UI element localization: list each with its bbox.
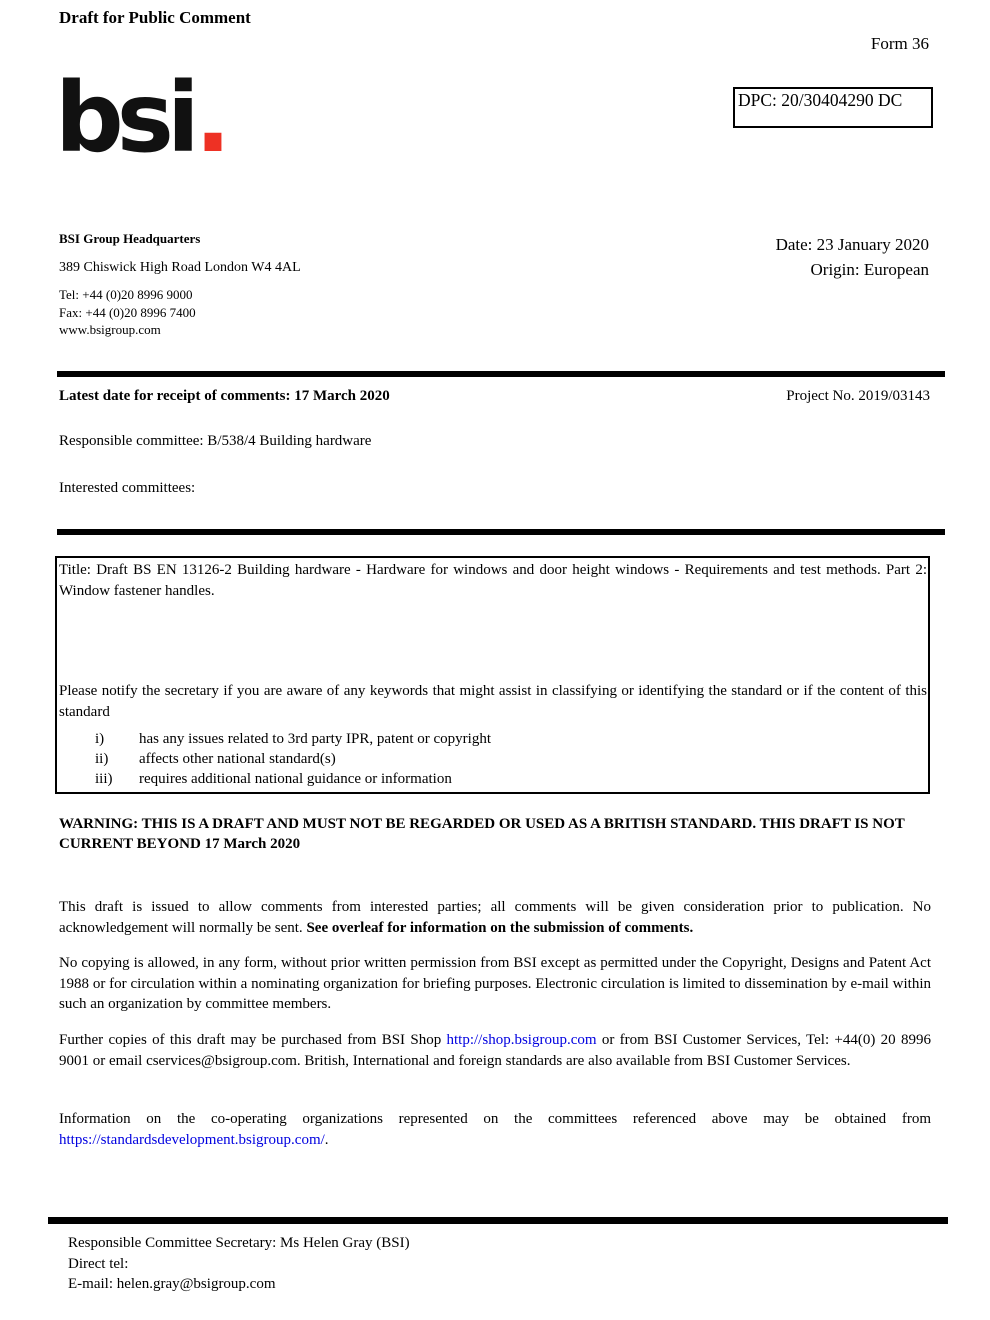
see-overleaf-bold-text: See overleaf for information on the submission of comments.: [306, 919, 694, 936]
list-item-numeral: ii): [95, 751, 109, 767]
secretary-direct-tel-line: Direct tel:: [68, 1255, 129, 1272]
further-copies-paragraph: [59, 1030, 931, 1071]
committee-secretary-block: [68, 1233, 410, 1295]
no-copying-paragraph: No copying is allowed, in any form, without prior written permission from BSI except as permitted under the Copyright, Designs and Patent Act 1988 or for circulation within a nominating organization for briefing purposes. Electronic circulation is limited to dissemination by e-mail within such an organization by committee members.: [59, 955, 931, 1012]
draft-for-public-comment-heading: Draft for Public Comment: [59, 8, 251, 27]
headquarters-street: 389 Chiswick High Road London W4 4AL: [59, 260, 301, 275]
list-item-text: requires additional national guidance or information: [139, 771, 452, 787]
date-origin-block: [776, 232, 929, 282]
project-number: Project No. 2019/03143: [786, 388, 930, 404]
bsi-logo: [55, 62, 232, 174]
form-number-label: Form 36: [870, 34, 929, 53]
bsi-logo-text: bsi: [55, 62, 193, 174]
headquarters-title: BSI Group Headquarters: [59, 231, 201, 246]
keywords-criteria-list: [57, 729, 928, 789]
bsi-shop-link[interactable]: http://shop.bsigroup.com: [446, 1032, 597, 1048]
list-item-numeral: i): [95, 731, 105, 747]
headquarters-address-block: [59, 231, 301, 339]
standard-title: Title: Draft BS EN 13126-2 Building hardware - Hardware for windows and door height windows - Requirements and test methods. Part 2: Window fastener handles.: [59, 562, 927, 599]
standards-development-link[interactable]: https://standardsdevelopment.bsigroup.com/: [59, 1131, 325, 1148]
headquarters-tel: Tel: +44 (0)20 8996 9000: [59, 287, 193, 302]
headquarters-website: www.bsigroup.com: [59, 322, 161, 337]
list-item-text: affects other national standard(s): [139, 751, 336, 767]
horizontal-rule-top: [57, 371, 945, 377]
comments-deadline-row: [59, 388, 930, 405]
keywords-notify-text: Please notify the secretary if you are aware of any keywords that might assist in classifying or identifying the standard or if the content of this standard: [59, 683, 927, 720]
headquarters-fax: Fax: +44 (0)20 8996 7400: [59, 304, 196, 320]
dpc-number-value: DPC: 20/30404290 DC: [738, 90, 903, 110]
list-item-numeral: iii): [95, 771, 113, 787]
cooperating-organizations-period: .: [324, 1131, 329, 1148]
list-item: [57, 769, 928, 789]
interested-committees-line: Interested committees:: [59, 480, 196, 496]
further-copies-text-cont: or from BSI Customer Services, Tel: +44(0) 20 8996 9001 or email cservices@bsigroup.com. British, International and foreign standards are also available from BSI Customer Services.: [59, 1032, 931, 1069]
responsible-committee-line: Responsible committee: B/538/4 Building hardware: [59, 433, 372, 449]
list-item: [57, 749, 928, 769]
draft-issued-text: This draft is issued to allow comments from interested parties; all comments will be given consideration prior to publication. No acknowledgement will normally be sent.: [59, 899, 931, 936]
origin-value: Origin: European: [810, 260, 929, 279]
draft-warning-text: WARNING: THIS IS A DRAFT AND MUST NOT BE REGARDED OR USED AS A BRITISH STANDARD. THIS DRAFT IS NOT CURRENT BEYOND 17 March 2020: [59, 816, 905, 852]
list-item: [57, 729, 928, 749]
secretary-name-line: Responsible Committee Secretary: Ms Helen Gray (BSI): [68, 1235, 410, 1251]
title-and-keywords-box: [55, 556, 930, 794]
dpc-number-box: [733, 87, 933, 128]
further-copies-text: Further copies of this draft may be purchased from BSI Shop: [59, 1032, 447, 1048]
horizontal-rule-middle: [57, 529, 945, 535]
latest-date-for-comments: Latest date for receipt of comments: 17 March 2020: [59, 388, 390, 404]
cooperating-organizations-paragraph: [59, 1109, 931, 1150]
cooperating-organizations-text: Information on the co-operating organizations represented on the committees referenced above may be obtained from: [59, 1111, 931, 1127]
draft-issued-paragraph: [59, 897, 931, 938]
date-value: Date: 23 January 2020: [775, 235, 929, 254]
bsi-logo-red-dot-icon: .: [194, 62, 232, 174]
list-item-text: has any issues related to 3rd party IPR, patent or copyright: [139, 731, 492, 747]
horizontal-rule-bottom: [48, 1217, 948, 1224]
secretary-email-line: E-mail: helen.gray@bsigroup.com: [68, 1276, 276, 1292]
